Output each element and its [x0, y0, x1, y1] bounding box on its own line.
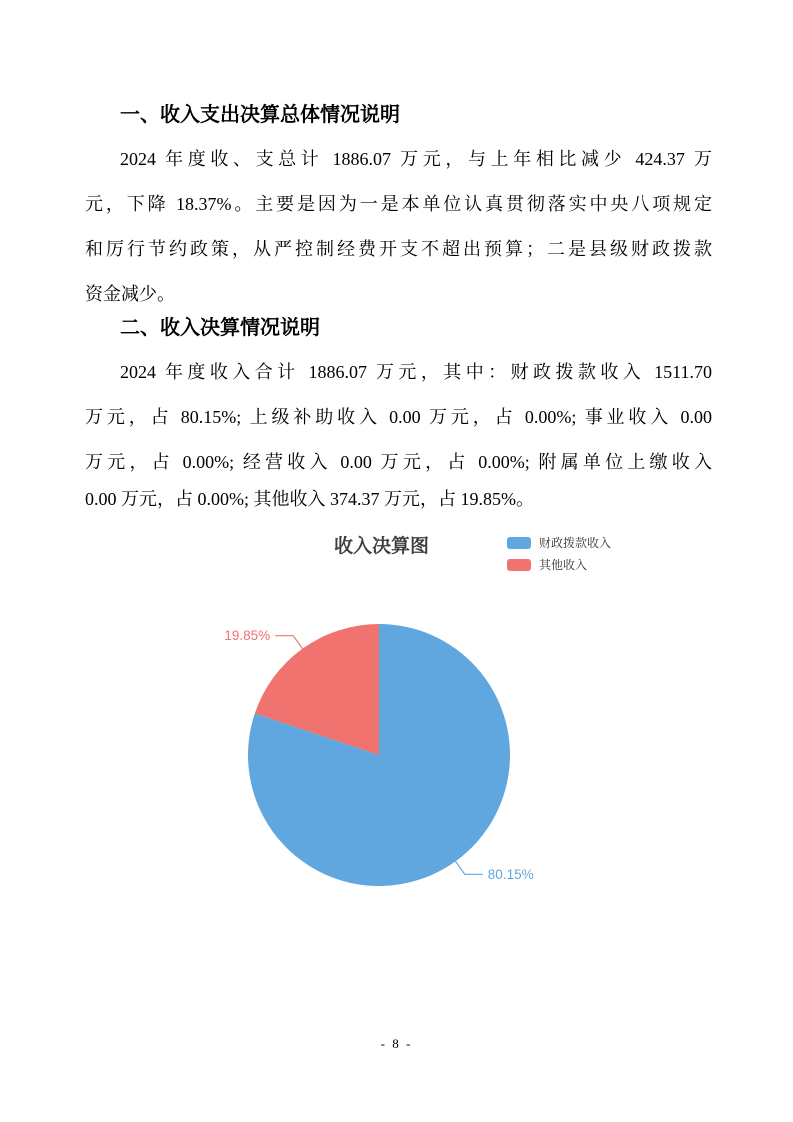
- section-heading-income-expenditure-overview: 一、收入支出决算总体情况说明: [120, 104, 400, 126]
- paragraph2-line3: 万元，占 0.00%; 经营收入 0.00 万元，占 0.00%; 附属单位上缴收入: [85, 452, 712, 472]
- paragraph1-line3: 和厉行节约政策，从严控制经费开支不超出预算；二是县级财政拨款: [85, 239, 712, 259]
- paragraph1-line4: 资金减少。: [85, 284, 175, 304]
- legend-label: 其他收入: [539, 558, 588, 572]
- page-number: - 8 -: [380, 1036, 413, 1051]
- section-heading-income-accounts: 二、收入决算情况说明: [120, 317, 320, 339]
- legend-label: 财政拨款收入: [539, 536, 612, 550]
- paragraph2-line2: 万元，占 80.15%; 上级补助收入 0.00 万元，占 0.00%; 事业收入 0.00: [85, 407, 712, 427]
- pie-percent-label: 19.85%: [224, 628, 271, 644]
- pie-label-leader-line: [275, 636, 302, 649]
- pie-percent-label: 80.15%: [487, 866, 534, 882]
- paragraph2-line4: 0.00 万元，占 0.00%; 其他收入 374.37 万元，占 19.85%。: [85, 489, 534, 509]
- paragraph1-line1: 2024 年度收、支总计 1886.07 万元，与上年相比减少 424.37 万: [120, 149, 712, 169]
- paragraph2-line1: 2024 年度收入合计 1886.07 万元，其中：财政拨款收入 1511.70: [120, 362, 712, 382]
- pie-label-leader-line: [456, 861, 483, 874]
- chart-title: 收入决算图: [334, 536, 430, 557]
- paragraph1-line2: 元，下降 18.37%。主要是因为一是本单位认真贯彻落实中央八项规定: [85, 194, 712, 214]
